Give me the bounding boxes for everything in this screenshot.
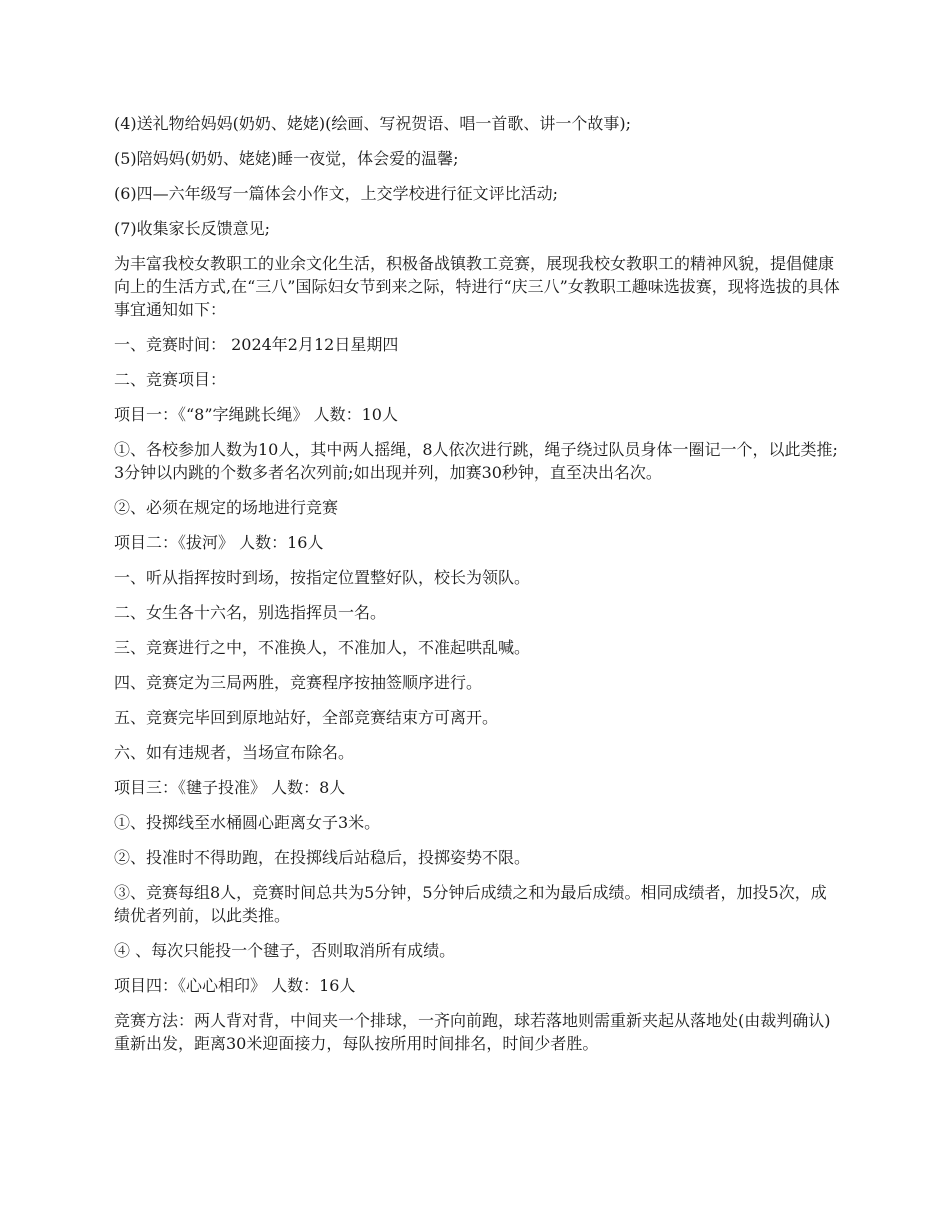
paragraph-item-5: (5)陪妈妈(奶奶、姥姥)睡一夜觉，体会爱的温馨; [114,149,459,168]
project-1-rule-2: ②、必须在规定的场地进行竞赛 [114,498,339,517]
project-1-heading: 项目一：《“8”字绳跳长绳》 人数：10人 [114,405,398,424]
project-2-rule-5: 五、竞赛完毕回到原地站好，全部竞赛结束方可离开。 [114,708,499,727]
paragraph-item-4: (4)送礼物给妈妈(奶奶、姥姥)(绘画、写祝贺语、唱一首歌、讲一个故事); [114,114,632,133]
project-2-rule-2: 二、女生各十六名，别选指挥员一名。 [114,603,387,622]
paragraph-item-7: (7)收集家长反馈意见; [114,219,271,238]
competition-time: 一、竞赛时间： 2024年2月12日星期四 [114,335,399,354]
project-3-rule-4: ④ 、每次只能投一个毽子，否则取消所有成绩。 [114,941,456,960]
project-2-rule-4: 四、竞赛定为三局两胜，竞赛程序按抽签顺序进行。 [114,673,483,692]
notice-intro: 为丰富我校女教职工的业余文化生活，积极备战镇教工竞赛，展现我校女教职工的精神风貌，提倡健康向上的生活方式,在“三八”国际妇女节到来之际，特进行“庆三八”女教职工趣味选拔赛，现将选拔的具体事宜通知如下： [114,254,840,319]
project-4-heading: 项目四：《心心相印》 人数：16人 [114,976,356,995]
project-3-heading: 项目三：《毽子投准》 人数：8人 [114,778,346,797]
project-2-rule-3: 三、竞赛进行之中，不准换人，不准加人，不准起哄乱喊。 [114,638,531,657]
paragraph-item-6: (6)四—六年级写一篇体会小作文，上交学校进行征文评比活动; [114,184,559,203]
competition-items-heading: 二、竞赛项目： [114,370,227,389]
project-2-rule-6: 六、如有违规者，当场宣布除名。 [114,743,355,762]
project-1-rule-1: ①、各校参加人数为10人，其中两人摇绳，8人依次进行跳，绳子绕过队员身体一圈记一个，以此类推;3分钟以内跳的个数多者名次列前;如出现并列，加赛30秒钟，直至决出名次。 [114,440,838,482]
project-3-rule-2: ②、投准时不得助跑，在投掷线后站稳后，投掷姿势不限。 [114,848,531,867]
project-3-rule-3: ③、竞赛每组8人，竞赛时间总共为5分钟，5分钟后成绩之和为最后成绩。相同成绩者，加投5次，成绩优者列前，以此类推。 [114,883,827,925]
project-4-method: 竞赛方法：两人背对背，中间夹一个排球，一齐向前跑，球若落地则需重新夹起从落地处(由裁判确认)重新出发，距离30米迎面接力，每队按所用时间排名，时间少者胜。 [114,1011,831,1053]
document-body [114,112,840,1067]
project-2-rule-1: 一、听从指挥按时到场，按指定位置整好队，校长为领队。 [114,568,531,587]
project-3-rule-1: ①、投掷线至水桶圆心距离女子3米。 [114,813,381,832]
project-2-heading: 项目二：《拔河》 人数：16人 [114,533,324,552]
